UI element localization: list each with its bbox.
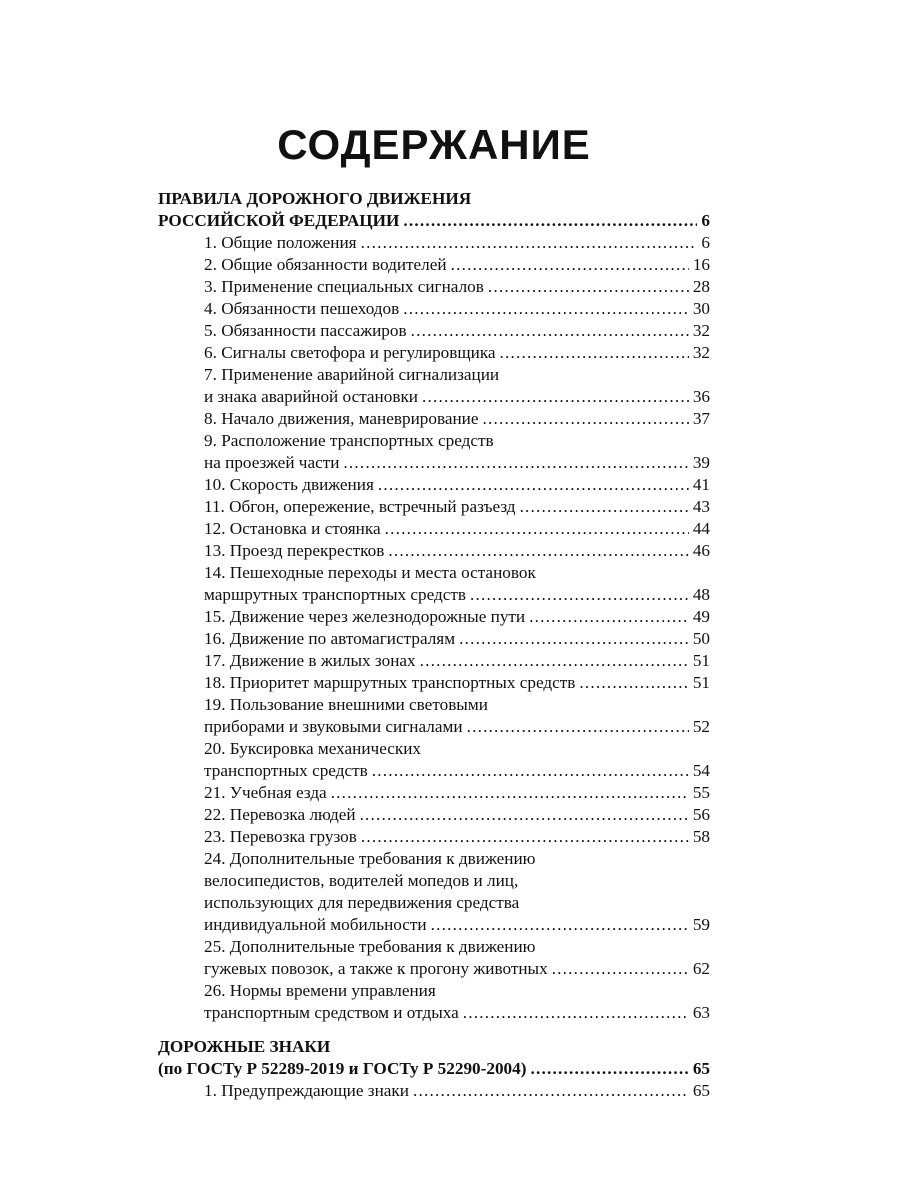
toc-entry [158,386,710,408]
page-number: 6 [701,233,710,252]
entry-title-text: 22. Перевозка людей [204,805,356,824]
toc-entry [158,826,710,848]
entry-title-text: 23. Перевозка грузов [204,827,357,846]
toc-entry [158,584,710,606]
toc-entry [158,298,710,320]
page-number: 62 [692,959,710,978]
entry-title-text: использующих для передвижения средства [204,893,520,912]
page-number: 49 [692,607,710,626]
entry-title-text: индивидуальной мобильности [204,915,427,934]
toc-entry [158,848,710,870]
toc-entry [158,672,710,694]
toc-entry [158,364,710,386]
entry-title-text: 17. Движение в жилых зонах [204,651,416,670]
entry-title-text: велосипедистов, водителей мопедов и лиц, [204,871,519,890]
leader-dots [500,342,689,364]
toc-entry [158,738,710,760]
toc-entry [158,474,710,496]
entry-title-text: 21. Учебная езда [204,783,327,802]
page-number: 41 [692,475,710,494]
page-number: 36 [692,387,710,406]
entry-title-text: 12. Остановка и стоянка [204,519,381,538]
toc-entry [158,430,710,452]
entry-title-text: 6. Сигналы светофора и регулировщика [204,343,496,362]
page-number: 55 [692,783,710,802]
page-number: 43 [692,497,710,516]
entry-title-text: 24. Дополнительные требования к движению [204,849,536,868]
page-number: 50 [692,629,710,648]
page-number: 59 [692,915,710,934]
entry-title-text: приборами и звуковыми сигналами [204,717,463,736]
page-number: 32 [692,343,710,362]
toc-entry [158,914,710,936]
leader-dots [343,452,688,474]
page-number: 52 [692,717,710,736]
toc-entry [158,694,710,716]
leader-dots [403,298,689,320]
table-of-contents [158,188,710,1102]
toc-section-heading [158,210,710,232]
leader-dots [422,386,689,408]
toc-entry [158,870,710,892]
page-number: 65 [692,1081,710,1100]
leader-dots [451,254,689,276]
entry-title-text: 4. Обязанности пешеходов [204,299,400,318]
entry-title-text: гужевых повозок, а также к прогону животных [204,959,548,978]
page-number: 32 [692,321,710,340]
entry-title-text: 19. Пользование внешними световыми [204,695,488,714]
section-heading-text: (по ГОСТу Р 52289-2019 и ГОСТу Р 52290-2004) [158,1059,527,1078]
toc-entry [158,276,710,298]
leader-dots [459,628,689,650]
leader-dots [520,496,689,518]
entry-title-text: 20. Буксировка механических [204,739,422,758]
leader-dots [488,276,689,298]
page-number: 28 [692,277,710,296]
toc-entry [158,936,710,958]
toc-entry [158,782,710,804]
toc-section-heading [158,1058,710,1080]
leader-dots [361,826,689,848]
page-number: 39 [692,453,710,472]
toc-entry [158,1080,710,1102]
page-number: 58 [692,827,710,846]
entry-title-text: 9. Расположение транспортных средств [204,431,494,450]
toc-entry [158,804,710,826]
toc-entry [158,980,710,1002]
toc-section-heading [158,1036,710,1058]
entry-title-text: 18. Приоритет маршрутных транспортных средств [204,673,576,692]
section-heading-text: ПРАВИЛА ДОРОЖНОГО ДВИЖЕНИЯ [158,189,472,208]
leader-dots [413,1080,689,1102]
toc-entry [158,650,710,672]
entry-title-text: 1. Общие положения [204,233,357,252]
leader-dots [467,716,689,738]
entry-title-text: 11. Обгон, опережение, встречный разъезд [204,497,516,516]
toc-entry [158,606,710,628]
page-number: 65 [692,1059,710,1078]
entry-title-text: 1. Предупреждающие знаки [204,1081,409,1100]
leader-dots [378,474,689,496]
toc-entry [158,958,710,980]
entry-title-text: 14. Пешеходные переходы и места остановок [204,563,536,582]
leader-dots [360,804,689,826]
entry-title-text: 13. Проезд перекрестков [204,541,385,560]
page-number: 16 [692,255,710,274]
toc-entry [158,540,710,562]
leader-dots [361,232,698,254]
toc-entry [158,342,710,364]
page-number: 37 [692,409,710,428]
leader-dots [470,584,689,606]
page-number: 51 [692,673,710,692]
toc-entry [158,760,710,782]
page-number: 51 [692,651,710,670]
page-number: 44 [692,519,710,538]
section-heading-text: РОССИЙСКОЙ ФЕДЕРАЦИИ [158,211,400,230]
entry-title-text: 26. Нормы времени управления [204,981,436,1000]
page-number: 56 [692,805,710,824]
toc-entry [158,628,710,650]
leader-dots [552,958,689,980]
toc-entry [158,716,710,738]
entry-title-text: 15. Движение через железнодорожные пути [204,607,526,626]
entry-title-text: на проезжей части [204,453,340,472]
leader-dots [331,782,689,804]
entry-title-text: 7. Применение аварийной сигнализации [204,365,500,384]
toc-entry [158,254,710,276]
leader-dots [388,540,688,562]
toc-entry [158,408,710,430]
page-number: 63 [692,1003,710,1022]
page-number: 54 [692,761,710,780]
leader-dots [403,210,697,232]
toc-entry [158,452,710,474]
toc-entry [158,320,710,342]
page-number: 46 [692,541,710,560]
entry-title-text: 8. Начало движения, маневрирование [204,409,479,428]
leader-dots [579,672,688,694]
entry-title-text: 3. Применение специальных сигналов [204,277,484,296]
entry-title-text: 25. Дополнительные требования к движению [204,937,536,956]
entry-title-text: 2. Общие обязанности водителей [204,255,447,274]
page-number: 30 [692,299,710,318]
entry-title-text: 16. Движение по автомагистралям [204,629,456,648]
page-number: 48 [692,585,710,604]
entry-title-text: и знака аварийной остановки [204,387,419,406]
leader-dots [463,1002,689,1024]
leader-dots [372,760,689,782]
leader-dots [385,518,689,540]
toc-entry [158,892,710,914]
leader-dots [411,320,689,342]
toc-entry [158,562,710,584]
page-title: СОДЕРЖАНИЕ [277,121,591,168]
leader-dots [420,650,689,672]
leader-dots [530,1058,688,1080]
page-number: 6 [701,211,710,230]
toc-entry [158,518,710,540]
entry-title-text: 10. Скорость движения [204,475,374,494]
leader-dots [529,606,689,628]
toc-section-heading [158,188,710,210]
section-heading-text: ДОРОЖНЫЕ ЗНАКИ [158,1037,331,1056]
entry-title-text: транспортным средством и отдыха [204,1003,459,1022]
toc-entry [158,496,710,518]
entry-title-text: маршрутных транспортных средств [204,585,467,604]
entry-title-text: 5. Обязанности пассажиров [204,321,407,340]
leader-dots [483,408,689,430]
leader-dots [431,914,689,936]
toc-entry [158,232,710,254]
entry-title-text: транспортных средств [204,761,368,780]
toc-entry [158,1002,710,1024]
